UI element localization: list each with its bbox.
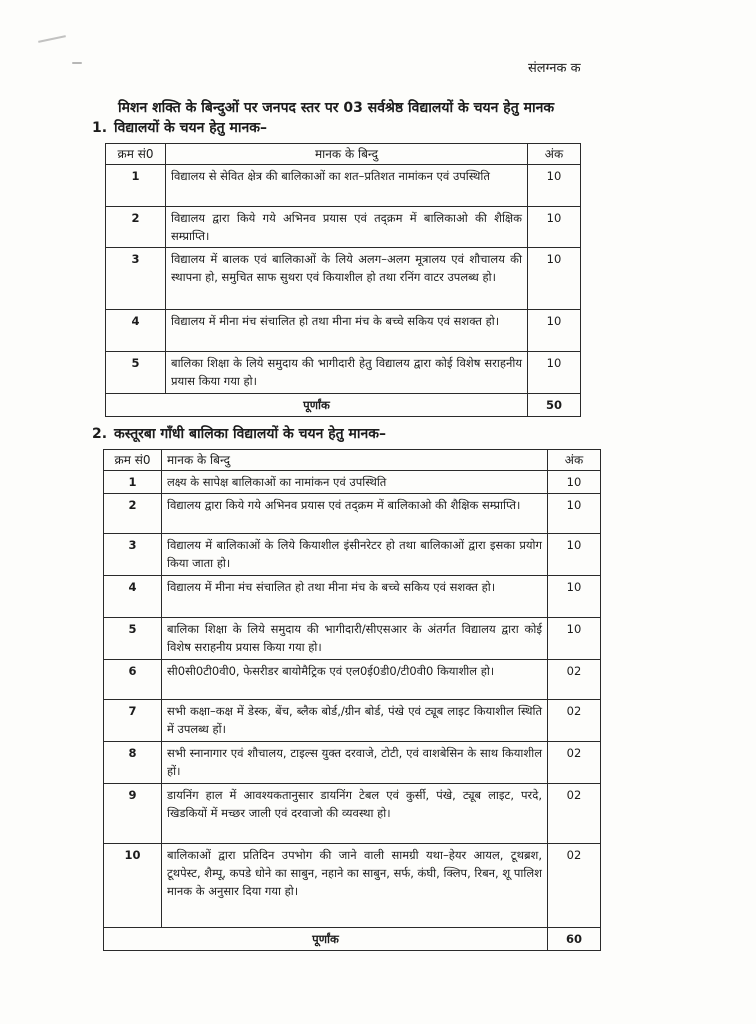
table-row bbox=[106, 352, 581, 394]
row-marks: 02 bbox=[548, 784, 601, 844]
row-criteria: विद्यालय से सेवित क्षेत्र की बालिकाओं का शत–प्रतिशत नामांकन एवं उपस्थिति bbox=[166, 165, 528, 207]
row-marks: 10 bbox=[548, 534, 601, 576]
row-sn: 5 bbox=[104, 618, 162, 660]
column-header-criteria: मानक के बिन्दु bbox=[166, 144, 528, 165]
column-header-criteria: मानक के बिन्दु bbox=[162, 450, 548, 471]
row-sn: 3 bbox=[104, 534, 162, 576]
row-sn: 5 bbox=[106, 352, 166, 394]
row-sn: 4 bbox=[104, 576, 162, 618]
table-header-row bbox=[106, 144, 581, 165]
table-row bbox=[104, 844, 601, 928]
column-header-marks: अंक bbox=[548, 450, 601, 471]
table-row bbox=[104, 494, 601, 534]
row-marks: 10 bbox=[548, 618, 601, 660]
row-criteria: विद्यालय में मीना मंच संचालित हो तथा मीना मंच के बच्चे सकिय एवं सशक्त हो। bbox=[166, 310, 528, 352]
row-sn: 10 bbox=[104, 844, 162, 928]
row-marks: 10 bbox=[528, 207, 581, 248]
row-criteria: बालिकाओं द्वारा प्रतिदिन उपभोग की जाने वाली सामग्री यथा–हेयर आयल, टूथब्रश, टूथपेस्ट, शैम्पू, कपडे धोने का साबुन, नहाने का साबुन, सर्फ, कंघी, क्लिप, रिबन, शू पालिश मानक के अनुसार दिया गया हो। bbox=[162, 844, 548, 928]
annexure-label: संलग्नक क bbox=[528, 61, 581, 76]
column-header-sn: क्रम सं0 bbox=[106, 144, 166, 165]
row-criteria: विद्यालय द्वारा किये गये अभिनव प्रयास एवं तद्क्रम में बालिकाओ की शैक्षिक सम्प्राप्ति। bbox=[162, 494, 548, 534]
table-header-row bbox=[104, 450, 601, 471]
row-criteria: सी0सी0टी0वी0, फेसरीडर बायोमैट्रिक एवं एल0ई0डी0/टी0वी0 कियाशील हो। bbox=[162, 660, 548, 700]
row-sn: 8 bbox=[104, 742, 162, 784]
row-criteria: बालिका शिक्षा के लिये समुदाय की भागीदारी हेतु विद्यालय द्वारा कोई विशेष सराहनीय प्रयास किया गया हो। bbox=[166, 352, 528, 394]
row-sn: 3 bbox=[106, 248, 166, 310]
page-title: मिशन शक्ति के बिन्दुओं पर जनपद स्तर पर 03 सर्वश्रेष्ठ विद्यालयों के चयन हेतु मानक bbox=[118, 100, 555, 116]
row-marks: 10 bbox=[548, 471, 601, 494]
section-1-heading bbox=[92, 118, 267, 137]
row-criteria: विद्यालय में बालक एवं बालिकाओं के लिये अलग–अलग मूत्रालय एवं शौचालय की स्थापना हो, समुचित साफ सुथरा एवं कियाशील हो तथा रनिंग वाटर उपलब्ध हो। bbox=[166, 248, 528, 310]
table-row bbox=[104, 618, 601, 660]
row-criteria: लक्ष्य के सापेक्ष बालिकाओं का नामांकन एवं उपस्थिति bbox=[162, 471, 548, 494]
row-marks: 02 bbox=[548, 844, 601, 928]
row-criteria: सभी कक्षा–कक्ष में डेस्क, बेंच, ब्लैक बोर्ड,/ग्रीन बोर्ड, पंखे एवं ट्यूब लाइट कियाशील स्थिति में उपलब्ध हों। bbox=[162, 700, 548, 742]
row-marks: 10 bbox=[528, 165, 581, 207]
table-row bbox=[104, 742, 601, 784]
table-row bbox=[104, 784, 601, 844]
section-2-number: 2. bbox=[92, 426, 108, 442]
row-marks: 10 bbox=[528, 248, 581, 310]
row-criteria: विद्यालय द्वारा किये गये अभिनव प्रयास एवं तद्क्रम में बालिकाओ की शैक्षिक सम्प्राप्ति। bbox=[166, 207, 528, 248]
row-marks: 10 bbox=[528, 310, 581, 352]
row-criteria: सभी स्नानागार एवं शौचालय, टाइल्स युक्त दरवाजे, टोटी, एवं वाशबेसिन के साथ कियाशील हों। bbox=[162, 742, 548, 784]
row-sn: 1 bbox=[106, 165, 166, 207]
section-2-heading bbox=[92, 424, 386, 443]
row-sn: 4 bbox=[106, 310, 166, 352]
total-marks: 60 bbox=[548, 928, 601, 951]
row-marks: 10 bbox=[528, 352, 581, 394]
scan-mark bbox=[38, 35, 66, 43]
total-row bbox=[106, 394, 581, 417]
total-label: पूर्णांक bbox=[104, 928, 548, 951]
row-marks: 02 bbox=[548, 742, 601, 784]
kgbv-criteria-table bbox=[103, 449, 601, 951]
table-row bbox=[104, 700, 601, 742]
total-label: पूर्णांक bbox=[106, 394, 528, 417]
section-1-number: 1. bbox=[92, 120, 108, 136]
table-row bbox=[106, 310, 581, 352]
table-row bbox=[104, 660, 601, 700]
section-2-title: कस्तूरबा गाँधी बालिका विद्यालयों के चयन हेतु मानक– bbox=[114, 426, 387, 442]
column-header-sn: क्रम सं0 bbox=[104, 450, 162, 471]
table-row bbox=[106, 248, 581, 310]
row-criteria: बालिका शिक्षा के लिये समुदाय की भागीदारी/सीएसआर के अंतर्गत विद्यालय द्वारा कोई विशेष सराहनीय प्रयास किया गया हो। bbox=[162, 618, 548, 660]
total-marks: 50 bbox=[528, 394, 581, 417]
table-row bbox=[104, 534, 601, 576]
row-sn: 1 bbox=[104, 471, 162, 494]
column-header-marks: अंक bbox=[528, 144, 581, 165]
table-row bbox=[106, 207, 581, 248]
table-row bbox=[104, 576, 601, 618]
row-sn: 2 bbox=[106, 207, 166, 248]
row-marks: 02 bbox=[548, 700, 601, 742]
total-row bbox=[104, 928, 601, 951]
table-row bbox=[104, 471, 601, 494]
scan-mark bbox=[72, 62, 82, 64]
row-marks: 02 bbox=[548, 660, 601, 700]
row-sn: 7 bbox=[104, 700, 162, 742]
section-1-title: विद्यालयों के चयन हेतु मानक– bbox=[114, 120, 268, 136]
schools-criteria-table bbox=[105, 143, 581, 417]
row-criteria: डायनिंग हाल में आवश्यकतानुसार डायनिंग टेबल एवं कुर्सी, पंखे, ट्यूब लाइट, परदे, खिडकियों में मच्छर जाली एवं दरवाजो की व्यवस्था हो। bbox=[162, 784, 548, 844]
row-criteria: विद्यालय में बालिकाओं के लिये कियाशील इंसीनरेटर हो तथा बालिकाओं द्वारा इसका प्रयोग किया जाता हो। bbox=[162, 534, 548, 576]
row-marks: 10 bbox=[548, 576, 601, 618]
row-sn: 2 bbox=[104, 494, 162, 534]
row-sn: 9 bbox=[104, 784, 162, 844]
row-sn: 6 bbox=[104, 660, 162, 700]
row-marks: 10 bbox=[548, 494, 601, 534]
table-row bbox=[106, 165, 581, 207]
row-criteria: विद्यालय में मीना मंच संचालित हो तथा मीना मंच के बच्चे सकिय एवं सशक्त हो। bbox=[162, 576, 548, 618]
